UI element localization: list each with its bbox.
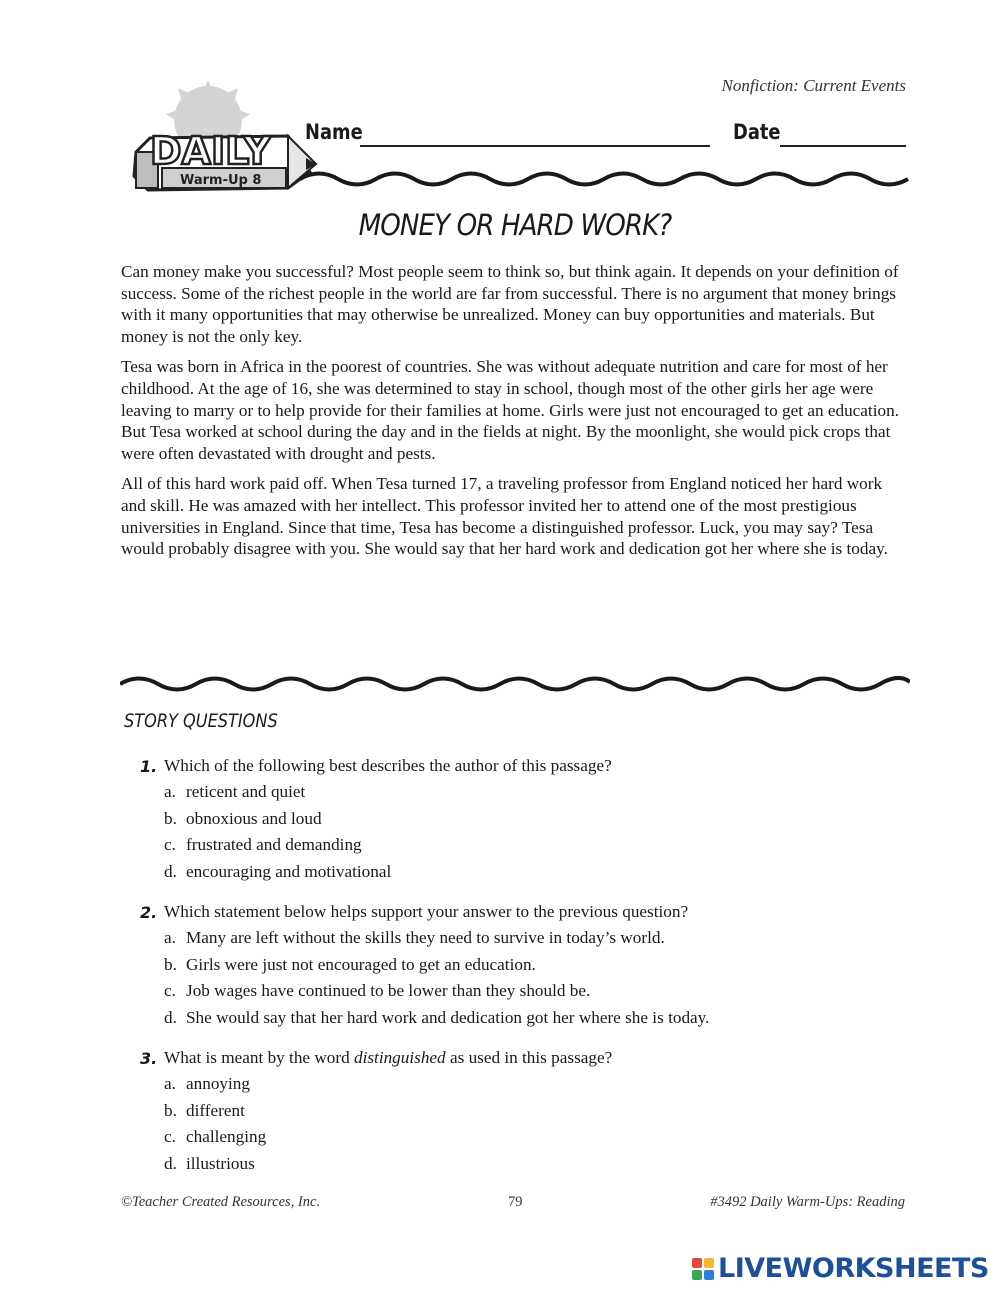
answer-option[interactable] <box>140 925 920 952</box>
answer-option[interactable] <box>140 1098 920 1125</box>
option-letter: d. <box>164 1153 177 1173</box>
question-number: 3. <box>140 1048 158 1068</box>
answer-option[interactable] <box>140 779 920 806</box>
option-text: illustrious <box>186 1153 255 1173</box>
answer-option[interactable] <box>140 1071 920 1098</box>
story-questions-heading: STORY QUESTIONS <box>124 710 278 732</box>
vocab-word: distinguished <box>353 1048 446 1067</box>
page-title: MONEY OR HARD WORK? <box>358 208 672 242</box>
answer-option[interactable] <box>140 1124 920 1151</box>
option-letter: b. <box>164 954 177 974</box>
liveworksheets-watermark[interactable] <box>692 1253 989 1284</box>
option-text: annoying <box>186 1074 250 1094</box>
badge-square <box>704 1258 714 1268</box>
badge-square <box>692 1258 702 1268</box>
passage-paragraph: Can money make you successful? Most people seem to think so, but think again. It depends on your definition of success. Some of the richest people in the world are far from successful. There is no argument that money brings with it many opportunities that may otherwise be unrealized. Money can buy opportunities and materials. But money is not the only key. <box>121 262 899 346</box>
passage-paragraph: Tesa was born in Africa in the poorest of countries. She was without adequate nutrition and care for most of her childhood. At the age of 16, she was determined to stay in school, though most of the other girls her age were leaving to marry or to help provide for their families at home. Girls were just not encouraged to get an education. But Tesa worked at school during the day and in the fields at night. By the moonlight, she would pick crops that were often devastated with drought and pests. <box>121 357 899 463</box>
option-letter: a. <box>164 782 176 802</box>
option-text: reticent and quiet <box>186 782 306 802</box>
option-text: Girls were just not encouraged to get an education. <box>186 954 536 974</box>
date-field[interactable] <box>780 145 906 147</box>
option-letter: c. <box>164 981 176 1001</box>
option-letter: b. <box>164 1100 177 1120</box>
answer-option[interactable] <box>140 832 920 859</box>
option-text: encouraging and motivational <box>186 861 392 881</box>
option-letter: b. <box>164 808 177 828</box>
question-text: Which statement below helps support your answer to the previous question? <box>164 902 689 921</box>
option-text: different <box>186 1100 245 1120</box>
liveworksheets-text: LIVEWORKSHEETS <box>718 1253 989 1284</box>
footer-page-number: 79 <box>508 1194 523 1210</box>
daily-warmup-logo <box>128 80 318 200</box>
wavy-divider <box>300 168 910 190</box>
answer-option[interactable] <box>140 806 920 833</box>
question-text: Which of the following best describes the author of this passage? <box>164 756 612 775</box>
footer-copyright: ©Teacher Created Resources, Inc. <box>121 1194 321 1210</box>
option-text: She would say that her hard work and dedication got her where she is today. <box>186 1007 710 1027</box>
pencil-sun-icon <box>128 80 318 200</box>
answer-option[interactable] <box>140 1151 920 1178</box>
option-letter: a. <box>164 928 176 948</box>
question-text: What is meant by the word distinguished as used in this passage? <box>164 1048 613 1067</box>
logo-word: DAILY <box>150 129 271 173</box>
answer-option[interactable] <box>140 1005 920 1032</box>
answer-option[interactable] <box>140 952 920 979</box>
option-letter: d. <box>164 861 177 881</box>
name-label: Name <box>305 120 363 144</box>
option-letter: a. <box>164 1074 176 1094</box>
answer-option[interactable] <box>140 859 920 886</box>
wavy-divider <box>120 673 910 695</box>
question <box>140 753 920 885</box>
passage <box>121 261 911 569</box>
name-field[interactable] <box>360 145 710 147</box>
passage-paragraph: All of this hard work paid off. When Tesa turned 17, a traveling professor from England noticed her hard work and skill. He was amazed with her intellect. This professor invited her to attend one of the most prestigious universities in England. Since that time, Tesa has become a distinguished professor. Luck, you may say? Tesa would probably disagree with you. She would say that her hard work and dedication got her where she is today. <box>121 474 888 559</box>
option-letter: d. <box>164 1007 177 1027</box>
date-label: Date <box>733 120 781 144</box>
option-text: obnoxious and loud <box>186 808 322 828</box>
footer-book-title: #3492 Daily Warm-Ups: Reading <box>710 1194 905 1210</box>
question-number: 2. <box>140 902 158 922</box>
question-number: 1. <box>140 756 158 776</box>
badge-square <box>704 1270 714 1280</box>
answer-option[interactable] <box>140 978 920 1005</box>
option-text: frustrated and demanding <box>186 835 362 855</box>
option-text: challenging <box>186 1127 267 1147</box>
logo-sub: Warm-Up 8 <box>180 173 262 188</box>
badge-square <box>692 1270 702 1280</box>
option-text: Job wages have continued to be lower than they should be. <box>186 981 591 1001</box>
category-label: Nonfiction: Current Events <box>721 76 906 95</box>
option-letter: c. <box>164 835 176 855</box>
option-text: Many are left without the skills they need to survive in today’s world. <box>186 928 665 948</box>
question <box>140 1045 920 1177</box>
liveworksheets-logo-icon <box>692 1258 714 1280</box>
option-letter: c. <box>164 1127 176 1147</box>
questions-list <box>140 753 920 1191</box>
question <box>140 899 920 1031</box>
